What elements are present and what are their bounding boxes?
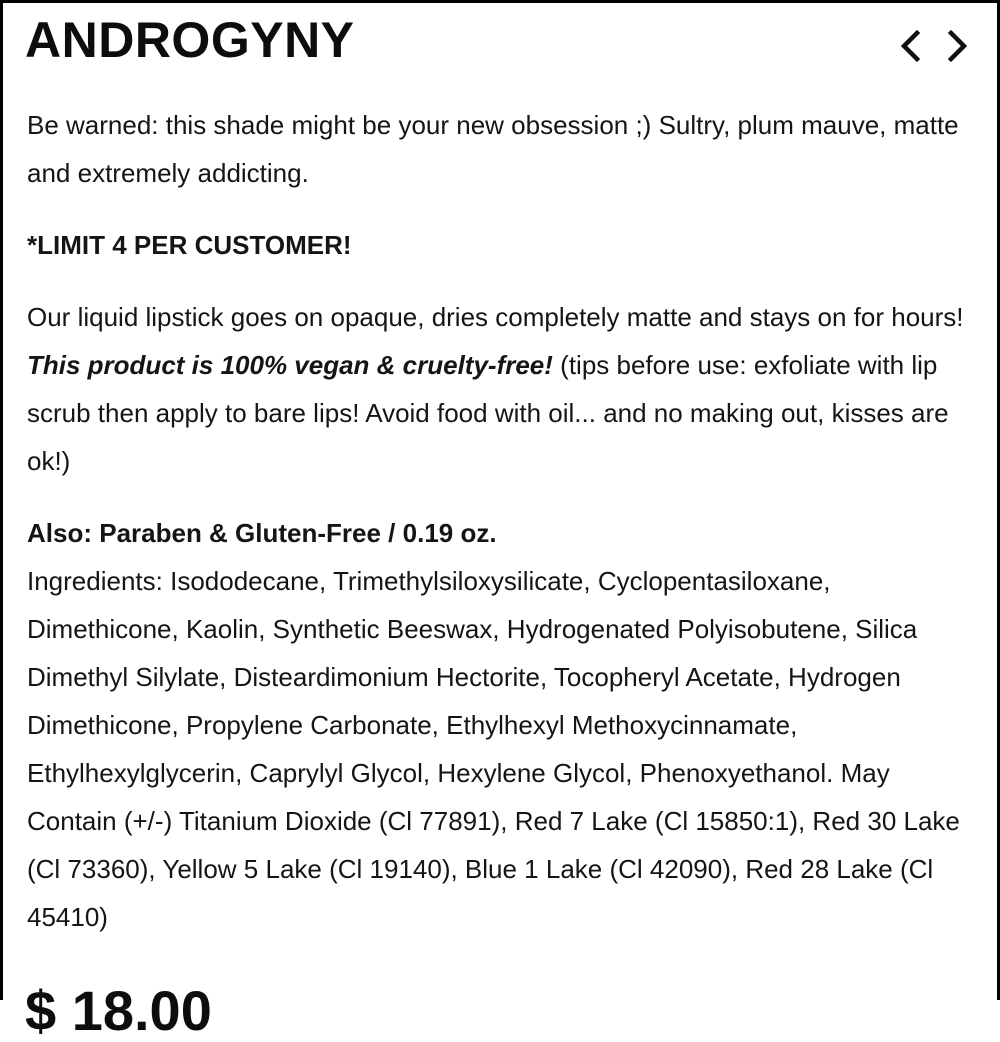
vegan-highlight: This product is 100% vegan & cruelty-free! <box>27 350 553 380</box>
ingredients-list: Ingredients: Isododecane, Trimethylsiloxysilicate, Cyclopentasiloxane, Dimethicone, Kaolin, Synthetic Beeswax, Hydrogenated Polyisobutene, Silica Dimethyl Silylate, Disteardimonium Hectorite, Tocopheryl Acetate, Hydrogen Dimethicone, Propylene Carbonate, Ethylhexyl Methoxycinnamate, Ethylhexylglycerin, Caprylyl Glycol, Hexylene Glycol, Phenoxyethanol. May Contain (+/-) Titanium Dioxide (Cl 77891), Red 7 Lake (Cl 15850:1), Red 30 Lake (Cl 73360), Yellow 5 Lake (Cl 19140), Blue 1 Lake (Cl 42090), Red 28 Lake (Cl 45410) <box>27 566 960 932</box>
shade-description: Be warned: this shade might be your new obsession ;) Sultry, plum mauve, matte and extremely addicting. <box>27 110 959 188</box>
usage-tips: (tips before use: exfoliate with lip scrub then apply to bare lips! Avoid food with oil... and no making out, kisses are ok!) <box>27 350 949 476</box>
formula-intro: Our liquid lipstick goes on opaque, dries completely matte and stays on for hours! <box>27 302 964 332</box>
product-nav <box>893 29 975 63</box>
product-price: $ 18.00 <box>25 979 212 1042</box>
next-product-button[interactable] <box>941 29 975 63</box>
also-info: Also: Paraben & Gluten-Free / 0.19 oz. <box>27 518 497 548</box>
chevron-right-icon <box>947 29 969 63</box>
formula-paragraph <box>27 293 977 485</box>
product-title: ANDROGYNY <box>25 12 355 68</box>
chevron-left-icon <box>899 29 921 63</box>
product-description <box>27 101 977 941</box>
limit-notice: *LIMIT 4 PER CUSTOMER! <box>27 230 352 260</box>
previous-product-button[interactable] <box>893 29 927 63</box>
